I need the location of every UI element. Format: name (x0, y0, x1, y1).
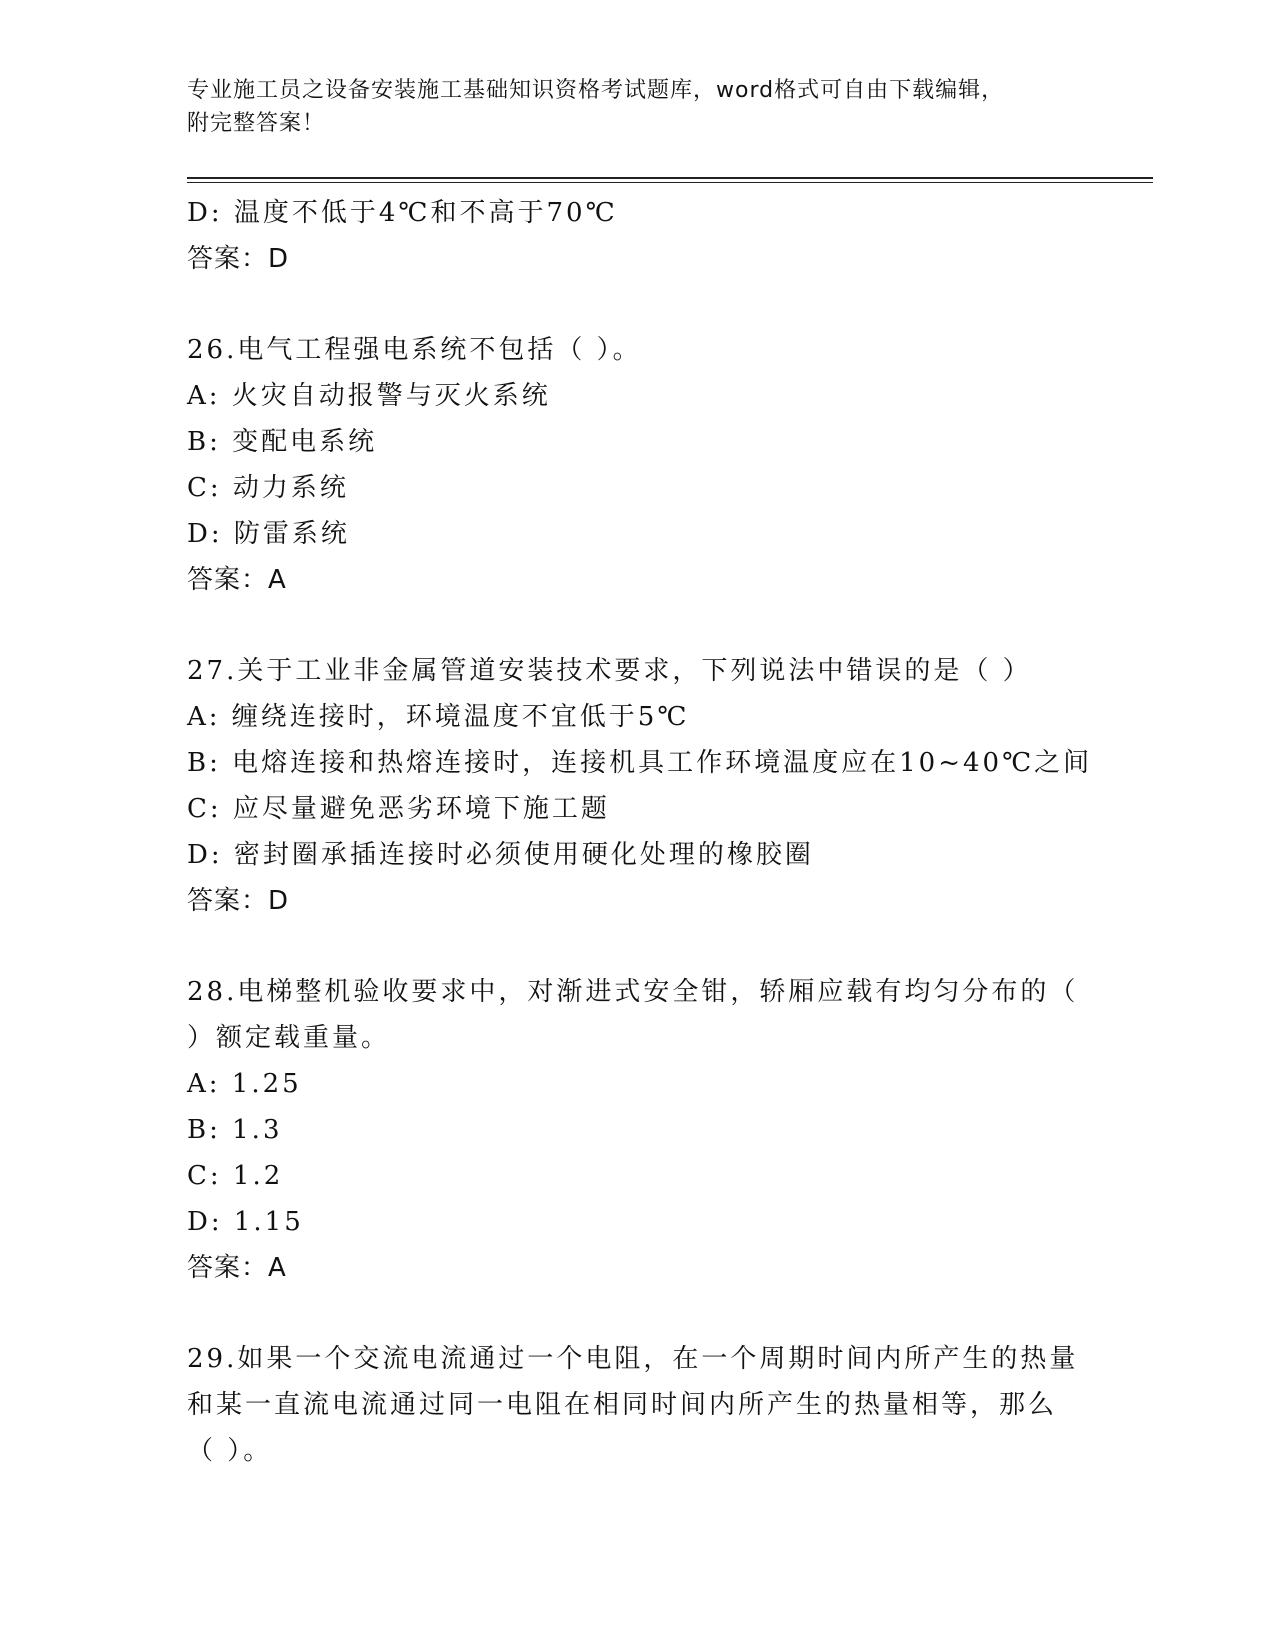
page-header (187, 74, 1087, 140)
spacer (187, 282, 1087, 327)
answer-line: 答案：A (187, 1253, 287, 1283)
question-stem: 26.电气工程强电系统不包括（ ）。 (187, 335, 642, 365)
answer-line: 答案：D (187, 244, 290, 274)
header-rule-thick (187, 177, 1153, 179)
option-a: A: 1.25 (187, 1069, 302, 1099)
option-a: A: 缠绕连接时，环境温度不宜低于5℃ (187, 702, 690, 732)
option-a: A: 火灾自动报警与灭火系统 (187, 381, 551, 411)
option-c: C: 动力系统 (187, 473, 349, 503)
option-d: D: 温度不低于4℃和不高于70℃ (187, 198, 618, 228)
question-stem-line-3: （ ）。 (187, 1436, 273, 1466)
option-c: C: 应尽量避免恶劣环境下施工题 (187, 794, 610, 824)
question-stem-line-2: 和某一直流电流通过同一电阻在相同时间内所产生的热量相等，那么 (187, 1390, 1058, 1420)
question-block-27 (187, 648, 1093, 924)
option-b: B: 1.3 (187, 1115, 283, 1145)
spacer (187, 924, 1087, 969)
question-block-28 (187, 969, 1087, 1291)
option-d: D: 防雷系统 (187, 519, 350, 549)
option-b: B: 电熔连接和热熔连接时，连接机具工作环境温度应在10~40℃之间 (187, 748, 1093, 778)
option-c: C: 1.2 (187, 1161, 284, 1191)
question-content (187, 190, 1093, 1474)
header-rule-thin (187, 182, 1153, 183)
answer-line: 答案：A (187, 565, 287, 595)
option-d: D: 密封圈承插连接时必须使用硬化处理的橡胶圈 (187, 840, 814, 870)
question-block-29 (187, 1336, 1087, 1474)
spacer (187, 1291, 1087, 1336)
answer-line: 答案：D (187, 886, 290, 916)
header-line-2: 附完整答案！ (187, 111, 326, 136)
question-block-26 (187, 327, 1087, 603)
header-line-1: 专业施工员之设备安装施工基础知识资格考试题库，word格式可自由下载编辑， (187, 78, 1005, 103)
question-stem-line-2: ）额定载重量。 (187, 1023, 391, 1053)
question-block-25-tail (187, 190, 1087, 282)
spacer (187, 603, 1087, 648)
option-b: B: 变配电系统 (187, 427, 378, 457)
question-stem-line-1: 28.电梯整机验收要求中，对渐进式安全钳，轿厢应载有均匀分布的（ (187, 977, 1079, 1007)
option-d: D: 1.15 (187, 1207, 304, 1237)
question-stem-line-1: 29.如果一个交流电流通过一个电阻，在一个周期时间内所产生的热量 (187, 1344, 1079, 1374)
question-stem: 27.关于工业非金属管道安装技术要求，下列说法中错误的是（ ） (187, 656, 1032, 686)
